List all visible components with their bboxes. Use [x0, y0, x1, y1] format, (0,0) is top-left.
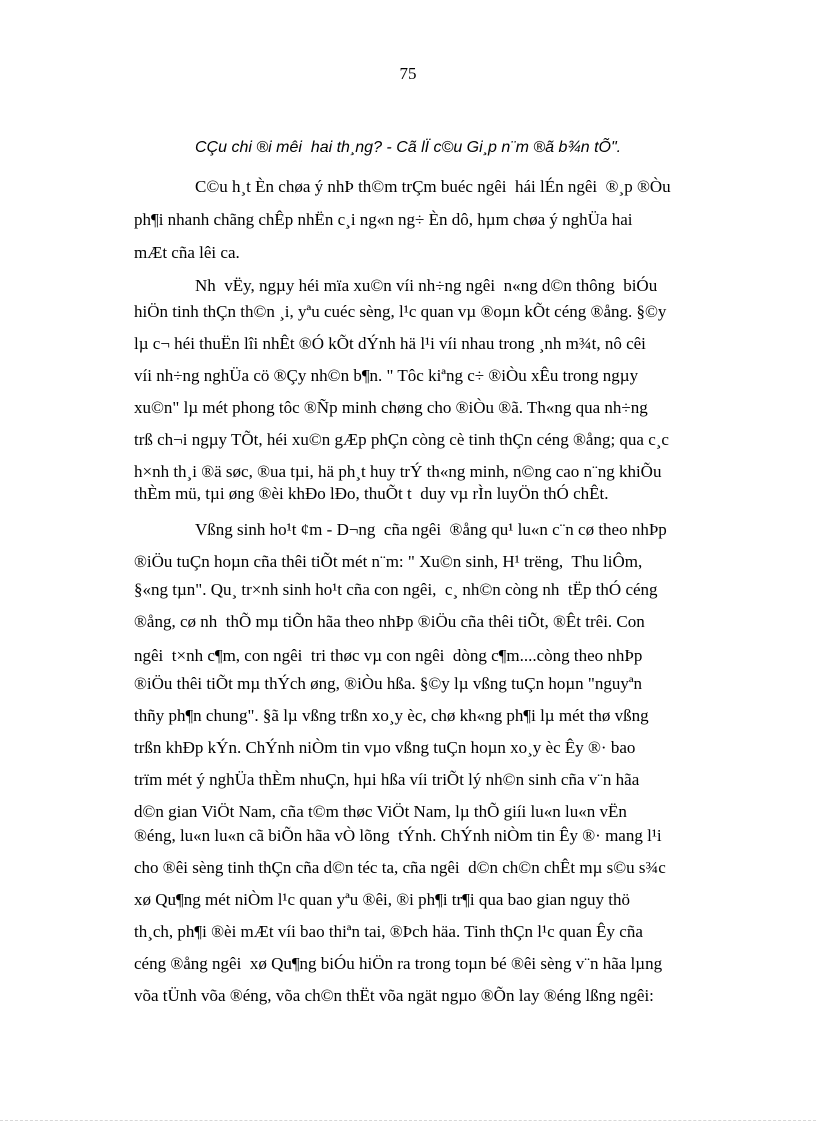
text-line: ngêi t×nh c¶m, con ngêi tri thøc vµ con ngêi dòng c¶m....còng theo nhÞp — [134, 646, 643, 665]
text-line: d©n gian ViÖt Nam, cña t©m thøc ViÖt Nam, lµ thÕ giíi lu«n lu«n vËn — [134, 802, 627, 821]
text-line: h×nh th¸i ®ä søc, ®ua tµi, hä ph¸t huy trÝ th«ng minh, n©ng cao n¨ng khiÕu — [134, 462, 662, 481]
text-line: Vßng sinh ho¹t ¢m - D¬ng cña ngêi ®ång qu¹ lu«n c¨n cø theo nhÞp — [195, 520, 667, 539]
text-line: trß ch¬i ngµy TÕt, héi xu©n gÆp phÇn còng cè tinh thÇn céng ®ång; qua c¸c — [134, 430, 669, 449]
text-line: C©u h¸t Èn chøa ý nhÞ th©m trÇm buéc ngêi hái lÉn ngêi ®¸p ®Òu — [195, 177, 671, 196]
text-line: lµ c¬ héi thuËn lîi nhÊt ®Ó kÕt dÝnh hä l¹i víi nhau trong ¸nh m¾t, nô cêi — [134, 334, 646, 353]
text-line: §«ng tµn". Qu¸ tr×nh sinh ho¹t cña con ngêi, c¸ nh©n còng nh tËp thÓ céng — [134, 580, 658, 599]
text-line: cho ®êi sèng tinh thÇn cña d©n téc ta, cña ngêi d©n ch©n chÊt mµ s©u s¾c — [134, 858, 666, 877]
page-number: 75 — [399, 64, 417, 83]
text-line: ph¶i nhanh chãng chÊp nhËn c¸i ng«n ng÷ Èn dô, hµm chøa ý nghÜa hai — [134, 210, 633, 229]
text-line: CÇu chi ®i mêi hai th¸ng? - Cã lÏ c©u Gi¸p n¨m ®ã b¾n tÕ". — [195, 139, 622, 156]
text-line: ®ång, cø nh thÕ mµ tiÕn hãa theo nhÞp ®iÖu cña thêi tiÕt, ®Êt trêi. Con — [134, 612, 645, 631]
text-line: hiÖn tinh thÇn th©n ¸i, yªu cuéc sèng, l¹c quan vµ ®oµn kÕt céng ®ång. §©y — [134, 302, 667, 321]
text-line: víi nh÷ng nghÜa cö ®Çy nh©n b¶n. " Tôc kiªng c÷ ®iÒu xÊu trong ngµy — [134, 366, 639, 385]
text-line: céng ®ång ngêi xø Qu¶ng biÓu hiÖn ra trong toµn bé ®êi sèng v¨n hãa lµng — [134, 954, 663, 973]
page-bottom-rule — [0, 1120, 816, 1121]
text-line: xu©n" lµ mét phong tôc ®Ñp minh chøng cho ®iÒu ®ã. Th«ng qua nh÷ng — [134, 398, 648, 417]
text-line: thÈm mü, tµi øng ®èi khÐo lÐo, thuÕt t duy vµ rÌn luyÖn thÓ chÊt. — [134, 484, 609, 503]
text-line: trßn khÐp kÝn. ChÝnh niÒm tin vµo vßng tuÇn hoµn xo¸y èc Êy ®· bao — [134, 738, 636, 757]
text-line: xø Qu¶ng mét niÒm l¹c quan yªu ®êi, ®i ph¶i tr¶i qua bao gian nguy thö — [134, 890, 630, 909]
text-line: th¸ch, ph¶i ®èi mÆt víi bao thiªn tai, ®Þch häa. Tinh thÇn l¹c quan Êy cña — [134, 922, 643, 941]
text-line: trïm mét ý nghÜa thÈm nhuÇn, hµi hßa víi triÕt lý nh©n sinh cña v¨n hãa — [134, 770, 640, 789]
text-line: mÆt cña lêi ca. — [134, 243, 240, 262]
text-line: Nh vËy, ngµy héi mïa xu©n víi nh÷ng ngêi n«ng d©n thông biÓu — [195, 276, 658, 295]
text-line: võa tÜnh võa ®éng, võa ch©n thËt võa ngät ngµo ®Õn lay ®éng lßng ngêi: — [134, 986, 654, 1005]
text-line: ®iÖu thêi tiÕt mµ thÝch øng, ®iÒu hßa. §©y lµ vßng tuÇn hoµn "nguyªn — [134, 674, 643, 693]
text-line: ®éng, lu«n lu«n cã biÕn hãa vÒ lõng tÝnh. ChÝnh niÒm tin Êy ®· mang l¹i — [134, 826, 662, 845]
text-line: ®iÖu tuÇn hoµn cña thêi tiÕt mét n¨m: " Xu©n sinh, H¹ trëng, Thu liÔm, — [134, 552, 643, 571]
text-line: thñy ph¶n chung". §ã lµ vßng trßn xo¸y èc, chø kh«ng ph¶i lµ mét thø vßng — [134, 706, 649, 725]
